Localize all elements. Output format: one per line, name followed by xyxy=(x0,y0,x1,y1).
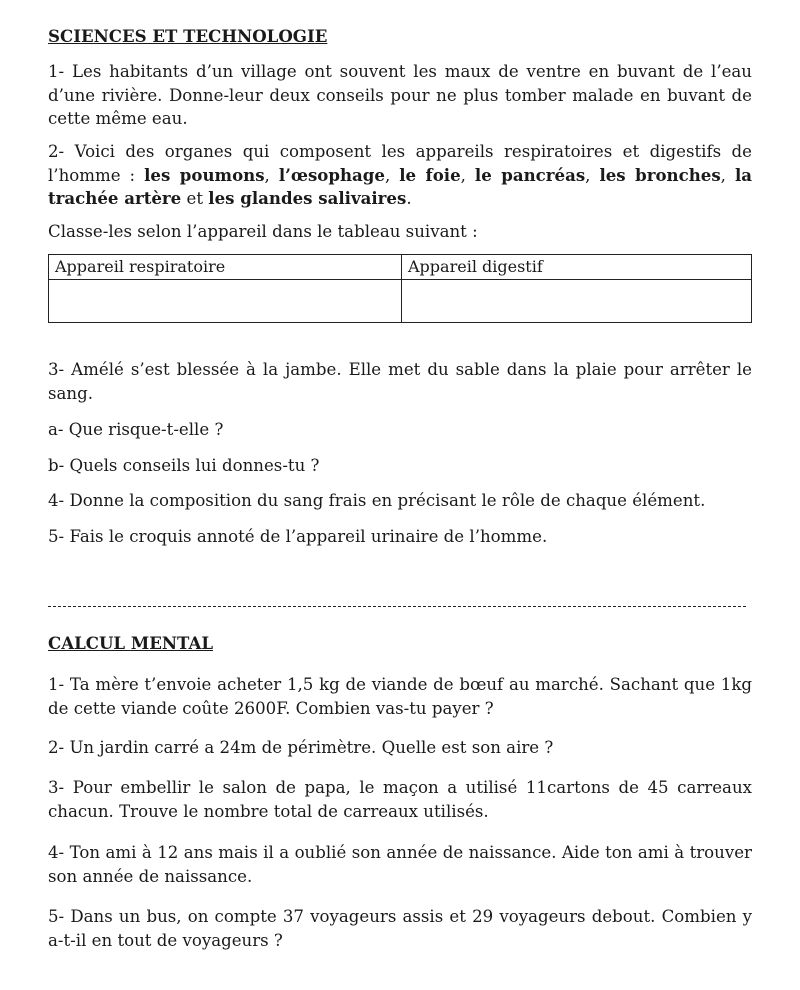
organ-lungs: les poumons xyxy=(144,164,265,185)
classification-instruction: Classe-les selon l’appareil dans le tableau suivant : xyxy=(48,222,478,241)
sciences-question-3a: a- Que risque-t-elle ? xyxy=(48,420,224,439)
table-header-row xyxy=(49,255,752,280)
calcul-question-5: 5- Dans un bus, on compte 37 voyageurs assis et 29 voyageurs debout. Combien y a-t-il en tout de voyageurs ? xyxy=(48,907,752,950)
respiratory-answer-cell[interactable] xyxy=(49,280,402,323)
separator: , xyxy=(460,165,475,185)
organ-bronchi: les bronches xyxy=(599,164,721,185)
calcul-question-4: 4- Ton ami à 12 ans mais il a oublié son année de naissance. Aide ton ami à trouver son année de naissance. xyxy=(48,843,752,886)
calcul-question-3: 3- Pour embellir le salon de papa, le maçon a utilisé 11cartons de 45 carreaux chacun. Trouve le nombre total de carreaux utilisés. xyxy=(48,778,752,821)
sciences-heading: SCIENCES ET TECHNOLOGIE xyxy=(48,26,328,46)
separator: et xyxy=(181,189,209,208)
calcul-question-1: 1- Ta mère t’envoie acheter 1,5 kg de viande de bœuf au marché. Sachant que 1kg de cette viande coûte 2600F. Combien vas-tu payer ? xyxy=(48,675,752,718)
organ-oesophagus: l’œsophage xyxy=(278,164,385,185)
classification-table xyxy=(48,254,752,323)
digestive-answer-cell[interactable] xyxy=(402,280,752,323)
sciences-question-1: 1- Les habitants d’un village ont souvent les maux de ventre en buvant de l’eau d’une rivière. Donne-leur deux conseils pour ne plus tomber malade en buvant de cette même eau. xyxy=(48,62,752,128)
separator: , xyxy=(720,165,735,185)
calcul-heading: CALCUL MENTAL xyxy=(48,633,214,653)
section-divider xyxy=(48,606,746,607)
table-row xyxy=(49,280,752,323)
question-2-intro: 2- Voici des organes qui composent les appareils respiratoires et digestifs de l’homme : xyxy=(48,142,752,185)
organ-pancreas: le pancréas xyxy=(474,164,586,185)
organ-salivary-glands: les glandes salivaires xyxy=(208,188,407,208)
organ-liver: le foie xyxy=(399,164,461,185)
sciences-question-4: 4- Donne la composition du sang frais en précisant le rôle de chaque élément. xyxy=(48,491,706,510)
calcul-question-2: 2- Un jardin carré a 24m de périmètre. Quelle est son aire ? xyxy=(48,738,554,757)
sciences-question-2 xyxy=(48,140,752,211)
separator: , xyxy=(585,165,600,185)
separator: , xyxy=(264,165,279,185)
sciences-question-3: 3- Amélé s’est blessée à la jambe. Elle met du sable dans la plaie pour arrêter le sang. xyxy=(48,360,752,403)
header-respiratory: Appareil respiratoire xyxy=(49,255,402,280)
header-digestive: Appareil digestif xyxy=(402,255,752,280)
sciences-question-3b: b- Quels conseils lui donnes-tu ? xyxy=(48,456,320,475)
sciences-question-5: 5- Fais le croquis annoté de l’appareil urinaire de l’homme. xyxy=(48,527,548,546)
separator: . xyxy=(406,189,412,208)
organ-trachea: la trachée artère xyxy=(48,164,752,208)
separator: , xyxy=(384,165,400,185)
